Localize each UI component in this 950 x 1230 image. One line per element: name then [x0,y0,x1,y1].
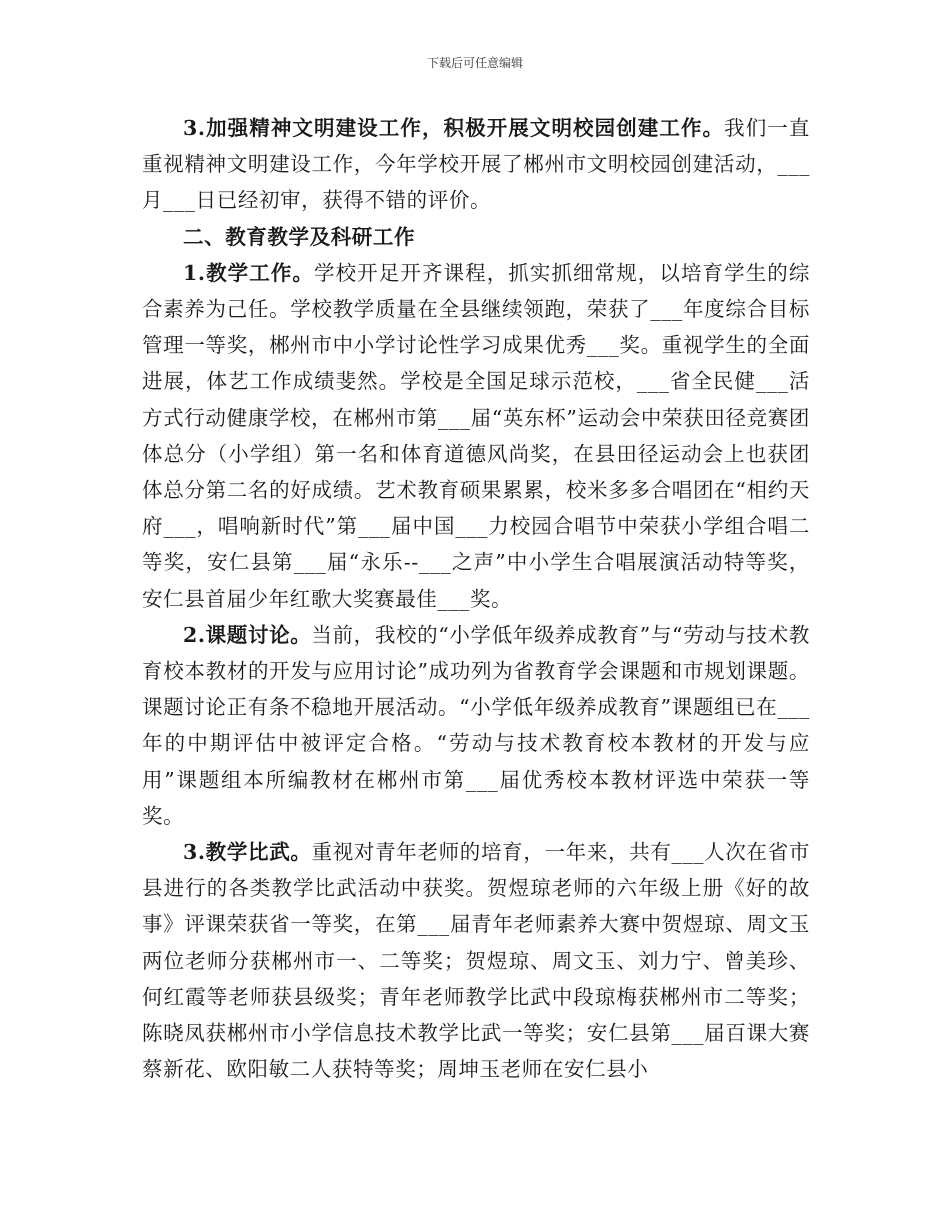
paragraph-teaching [142,255,810,617]
paragraph-lead: 3.加强精神文明建设工作，积极开展文明校园创建工作。 [183,116,725,140]
page-header: 下载后可任意编辑 [426,56,523,70]
paragraph-research [142,617,810,834]
section-heading-text: 二、教育教学及科研工作 [183,224,416,249]
paragraph-text: 学校开足开齐课程，抓实抓细常规，以培育学生的综合素养为己任。学校教学质量在全县继续领跑，荣获了___年度综合目标管理一等奖，郴州市中小学讨论性学习成果优秀___奖。重视学生的全面进展，体艺工作成绩斐然。学校是全国足球示范校，___省全民健___活方式行动健康学校，在郴州市第___届“英东杯”运动会中荣获田径竞赛团体总分（小学组）第一名和体育道德风尚奖，在县田径运动会上也获团体总分第二名的好成绩。艺术教育硕果累累，校米多多合唱团在“相约天府___，唱响新时代”第___届中国___力校园合唱节中荣获小学组合唱二等奖，安仁县第___届“永乐--___之声”中小学生合唱展演活动特等奖，安仁县首届少年红歌大奖赛最佳___奖。 [142,260,810,611]
section-heading [142,219,810,255]
paragraph-lead: 3.教学比武。 [183,840,312,865]
paragraph-lead: 2.课题讨论。 [183,622,312,647]
paragraph-text: 当前，我校的“小学低年级养成教育”与“劳动与技术教育校本教材的开发与应用讨论”成功列为省教育学会课题和市规划课题。课题讨论正有条不稳地开展活动。“小学低年级养成教育”课题组已在___年的中期评估中被评定合格。“劳动与技术教育校本教材的开发与应用”课题组本所编教材在郴州市第___届优秀校本教材评选中荣获一等奖。 [142,622,810,828]
paragraph-lead: 1.教学工作。 [183,260,315,285]
paragraph-text: 重视对青年老师的培育，一年来，共有___人次在省市县进行的各类教学比武活动中获奖。贺煜琼老师的六年级上册《好的故事》评课荣获省一等奖，在第___届青年老师素养大赛中贺煜琼、周文玉两位老师分获郴州市一、二等奖；贺煜琼、周文玉、刘力宁、曾美珍、何红霞等老师获县级奖；青年老师教学比武中段琼梅获郴州市二等奖；陈晓凤获郴州市小学信息技术教学比武一等奖；安仁县第___届百课大赛蔡新花、欧阳敏二人获特等奖；周坤玉老师在安仁县小 [142,840,810,1082]
paragraph-text: 我们一直重视精神文明建设工作，今年学校开展了郴州市文明校园创建活动，___月___日已经初审，获得不错的评价。 [142,116,810,213]
paragraph-civilization [142,110,810,219]
document-body [142,110,810,1087]
paragraph-competition [142,834,810,1087]
